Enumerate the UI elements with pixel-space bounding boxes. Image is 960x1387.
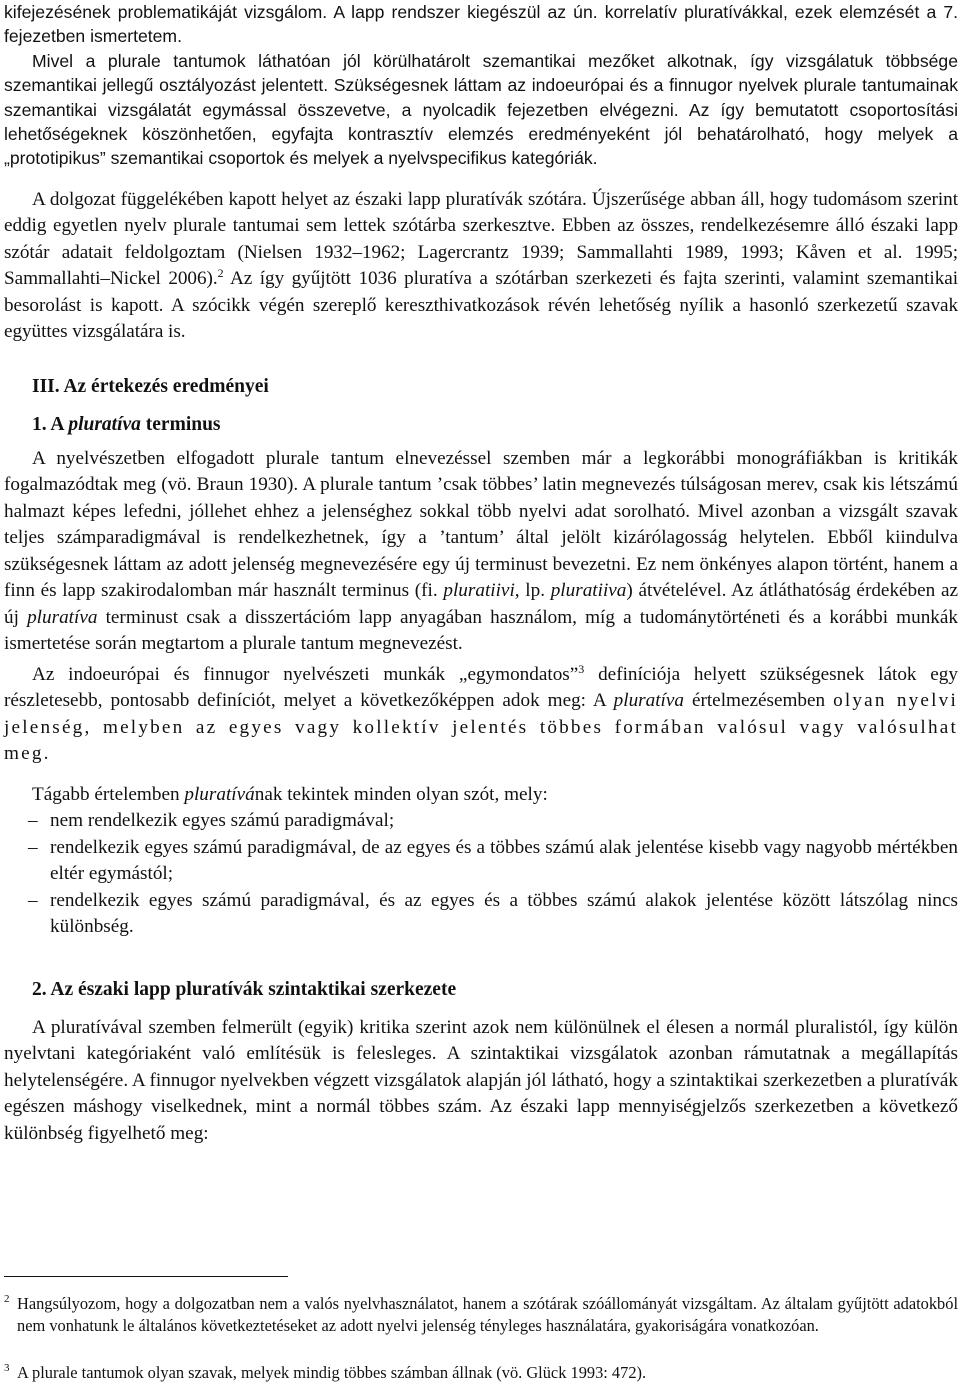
subsection-italic-term: pluratíva: [68, 413, 141, 435]
term-lapp: pluratiiva: [550, 580, 627, 602]
subsection-number: 1. A: [32, 413, 69, 435]
wider-intro: [4, 782, 958, 809]
term-finnish: pluratiivi,: [443, 580, 520, 602]
dictionary-text-tail: Az így gyűjtött 1036 pluratíva a szótárban szerkezeti és fajta szerinti, valamint szemantikai besorolást is kapott. A szócikk végén szereplő kereszthivatkozások révén lehetőség nyílik a hasonló szerkezetű szavak együttes vizsgálatára is.: [4, 268, 958, 343]
footnote-ref-3[interactable]: 3: [578, 661, 585, 676]
criteria-list: [4, 808, 958, 941]
paragraph-terminology: [4, 446, 958, 658]
paragraph-definition: [4, 662, 958, 768]
paragraph-semantic-fields: Mivel a plurale tantumok láthatóan jól körülhatárolt szemantikai mezőket alkotnak, így vizsgálatuk többsége szemantikai jellegű osztályozást jelentett. Szükségesnek láttam az indoeurópai és a finnugor nyelvek plurale tantumainak szemantikai vizsgálatát egymással összevetve, a nyolcadik fejezetben elvégezni. Az így bemutatott csoportosítási lehetőségeknek köszönhetően, egyfajta kontrasztív elemzés eredményeként jól behatárolható, hogy melyek a „prototipikus” szemantikai csoportok és melyek a nyelvspecifikus kategóriák.: [4, 50, 958, 169]
footnote-text: A plurale tantumok olyan szavak, melyek mindig többes számban állnak (vö. Glück 1993: 472).: [17, 1363, 647, 1382]
definition-term: pluratíva: [613, 690, 684, 712]
term-new: pluratíva: [27, 606, 98, 628]
document-page: [4, 0, 958, 1147]
section-heading-results: III. Az értekezés eredményei: [32, 375, 269, 397]
wider-definition: [4, 782, 958, 941]
terminology-text-3: ) átvételével. Az átláthatóság érdekében az új: [4, 580, 958, 628]
subsection-heading-syntax: 2. Az északi lapp pluratívák szintaktikai szerkezete: [32, 978, 457, 1000]
footnote-number: 3: [4, 1362, 10, 1374]
list-item-text: rendelkezik egyes számú paradigmával, de az egyes és a többes számú alak jelentése kisebb vagy nagyobb mértékben eltér egymástól;: [50, 836, 958, 885]
wider-term: pluratívá: [184, 783, 255, 805]
footnote-text: Hangsúlyozom, hogy a dolgozatban nem a valós nyelvhasználatot, hanem a szótárak szóállományát vizsgáltam. Az általam gyűjtött adatokból nem vonhatunk le általános következtetéseket az adott nyelvi jelenség tényleges használatára, gyakoriságára vonatkozóan.: [17, 1294, 958, 1335]
paragraph-dictionary: [4, 187, 958, 346]
terminology-text-4: terminust csak a disszertációm lapp anyagában használom, míg a tudománytörténeti és a korábbi munkák ismertetése során megtartom a plurale tantum megnevezést.: [4, 606, 958, 655]
dictionary-text: A dolgozat függelékében kapott helyet az északi lapp pluratívák szótára. Újszerűsége abban áll, hogy tudomásom szerint eddig egyetlen nyelv plurale tantumai sem lettek szótárba szerkesztve. Ebben az összes, rendelkezésemre álló északi lapp szótár adatait feldolgoztam (Nielsen 1932–1962; Lagercrantz 1939; Sammallahti 1989, 1993; Kåven et al. 1995; Sammallahti–Nickel 2006).: [4, 188, 958, 290]
list-item-text: rendelkezik egyes számú paradigmával, és az egyes és a többes számú alakok jelentése között látszólag nincs különbség.: [50, 889, 958, 938]
list-item: [4, 835, 958, 888]
list-item: [4, 888, 958, 941]
subsection-heading-plurativa: [32, 412, 958, 438]
dash-bullet: –: [28, 889, 38, 911]
footnote-ref-2[interactable]: 2: [217, 266, 224, 281]
definition-text-2: definíciója helyett szükségesnek látok egy részletesebb, pontosabb definíciót, melyet a következőképpen adok meg: A: [4, 663, 958, 712]
list-item: [4, 808, 958, 835]
intro-block: [4, 0, 958, 171]
wider-text-1: Tágabb értelemben: [32, 783, 185, 805]
definition-emphasis: olyan nyelvi jelenség, melyben az egyes vagy kollektív jelentés többes formában valósul vagy valósulhat meg.: [4, 690, 958, 765]
dash-bullet: –: [28, 836, 38, 858]
subsection-rest: terminus: [140, 413, 221, 435]
terminology-text-1: A nyelvészetben elfogadott plurale tantum elnevezéssel szemben már a legkorábbi monográfiákban is kritikák fogalmazódtak meg (vö. Braun 1930). A plurale tantum ’csak többes’ latin megnevezés túlságosan merev, csak kis létszámú halmazt képes lefedni, jóllehet ehhez a jelenséghez sokkal több nyelvi adat sorolható. Mivel azonban a vizsgált szavak teljes számparadigmával is rendelkezhetnek, így a ’tantum’ által jelölt kizárólagosság helytelen. Ebből kiindulva szükségesnek láttam az adott jelenség megnevezésére egy új terminust bevezetni. Ez nem önkényes alapon történt, hanem a finn és lapp szakirodalomban már használt terminus (fi.: [4, 447, 958, 602]
wider-text-2: nak tekintek minden olyan szót, mely:: [254, 783, 548, 805]
dash-bullet: –: [28, 810, 38, 832]
list-item-text: nem rendelkezik egyes számú paradigmával;: [50, 810, 395, 832]
footnote-number: 2: [4, 1293, 10, 1305]
footnote-2: [4, 1293, 958, 1336]
definition-text-1: Az indoeurópai és finnugor nyelvészeti munkák „egymondatos”: [32, 663, 579, 685]
terminology-text-2: lp.: [519, 580, 551, 602]
footnote-divider: [4, 1276, 288, 1277]
definition-text-3: értelmezésemben: [684, 690, 834, 712]
paragraph-syntax: A pluratívával szemben felmerült (egyik) kritika szerint azok nem különülnek el élesen a normál pluralistól, így külön nyelvtani kategóriaként való említésük is felesleges. A szintaktikai vizsgálatok azonban rámutatnak a megállapítás helytelenségére. A finnugor nyelvekben végzett vizsgálatok alapján jól látható, hogy a szintaktikai szerkezetben a pluratívák egészen máshogy viselkednek, mint a normál többes szám. Az északi lapp mennyiségjelzős szerkezetben a következő különbség figyelhető meg:: [4, 1016, 958, 1144]
footnote-3: [4, 1362, 958, 1384]
paragraph-continuation: kifejezésének problematikáját vizsgálom. A lapp rendszer kiegészül az ún. korrelatív pluratívákkal, ezek elemzését a 7. fejezetben ismertetem.: [4, 2, 958, 47]
